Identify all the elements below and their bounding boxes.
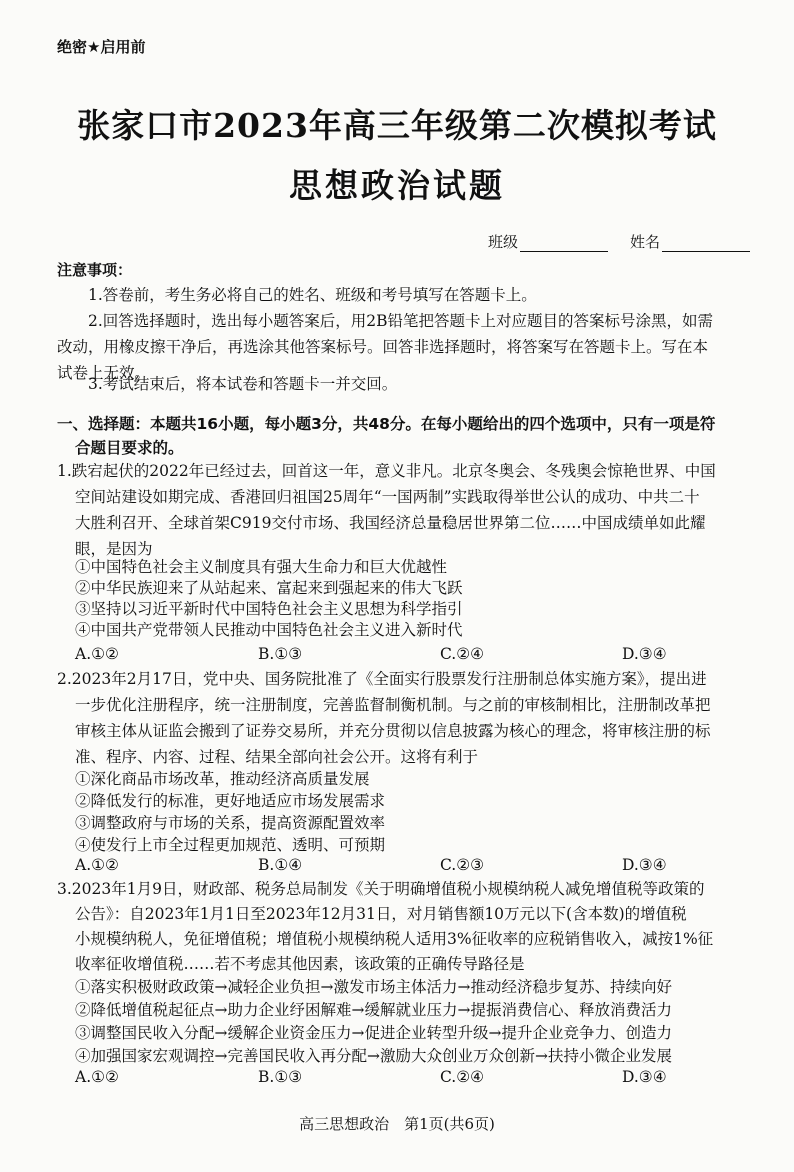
confidential-label: 绝密★启用前	[57, 38, 146, 56]
q2-item: ①深化商品市场改革，推动经济高质量发展	[75, 770, 370, 788]
q2-stem-line: 2.2023年2月17日，党中央、国务院批准了《全面实行股票发行注册制总体实施方案》，提出进	[57, 670, 707, 688]
q3-option-d: D.③④	[622, 1068, 667, 1086]
q2-option-d: D.③④	[622, 856, 667, 874]
q3-stem-line: 公告》：自2023年1月1日至2023年12月31日，对月销售额10万元以下(含本数)的增值税	[75, 905, 687, 923]
q1-option-d: D.③④	[622, 645, 667, 663]
q2-item: ④使发行上市全过程更加规范、透明、可预期	[75, 836, 386, 854]
note-line: 改动，用橡皮擦干净后，再选涂其他答案标号。回答非选择题时，将答案写在答题卡上。写在本	[57, 338, 709, 356]
q3-item: ②降低增值税起征点→助力企业纾困解难→缓解就业压力→提振消费信心、释放消费活力	[75, 1001, 672, 1019]
q2-stem-line: 准、程序、内容、过程、结果全部向社会公开。这将有利于	[75, 748, 479, 766]
q3-item: ③调整国民收入分配→缓解企业资金压力→促进企业转型升级→提升企业竞争力、创造力	[75, 1024, 672, 1042]
note-line: 1.答卷前，考生务必将自己的姓名、班级和考号填写在答题卡上。	[88, 286, 537, 304]
q1-item: ③坚持以习近平新时代中国特色社会主义思想为科学指引	[75, 600, 463, 618]
q1-option-b: B.①③	[258, 645, 303, 663]
q3-option-c: C.②④	[440, 1068, 485, 1086]
name-field	[630, 231, 750, 252]
section-heading-cont: 合题目要求的。	[75, 439, 184, 457]
q3-item: ①落实积极财政政策→减轻企业负担→激发市场主体活力→推动经济稳步复苏、持续向好	[75, 978, 672, 996]
q1-stem-line: 大胜利召开、全球首架C919交付市场、我国经济总量稳居世界第二位……中国成绩单如此耀	[75, 514, 706, 532]
q1-item: ②中华民族迎来了从站起来、富起来到强起来的伟大飞跃	[75, 579, 463, 597]
q1-stem-line: 空间站建设如期完成、香港回归祖国25周年“一国两制”实践取得举世公认的成功、中共二十	[75, 488, 700, 506]
q1-item: ④中国共产党带领人民推动中国特色社会主义进入新时代	[75, 621, 463, 639]
q3-option-a: A.①②	[75, 1068, 119, 1086]
class-label: 班级	[488, 233, 519, 251]
q1-stem-line: 1.跌宕起伏的2022年已经过去，回首这一年，意义非凡。北京冬奥会、冬残奥会惊艳世界、中国	[57, 462, 716, 480]
q3-stem-line: 收率征收增值税……若不考虑其他因素，该政策的正确传导路径是	[75, 955, 525, 973]
q3-item: ④加强国家宏观调控→完善国民收入再分配→激励大众创业万众创新→扶持小微企业发展	[75, 1047, 672, 1065]
note-line: 试卷上无效。	[57, 364, 151, 382]
notes-heading: 注意事项：	[57, 261, 133, 279]
q1-stem-line: 眼，是因为	[75, 540, 153, 558]
section-heading: 一、选择题：本题共16小题，每小题3分，共48分。在每小题给出的四个选项中，只有一项是符	[57, 415, 716, 433]
q2-option-a: A.①②	[75, 856, 119, 874]
exam-title: 张家口市2023年高三年级第二次模拟考试	[77, 106, 717, 145]
exam-subtitle: 思想政治试题	[289, 166, 505, 205]
name-blank	[662, 237, 750, 252]
q2-option-b: B.①④	[258, 856, 303, 874]
class-blank	[520, 237, 608, 252]
class-field	[488, 231, 608, 252]
q1-option-a: A.①②	[75, 645, 119, 663]
q3-stem-line: 3.2023年1月9日，财政部、税务总局制发《关于明确增值税小规模纳税人减免增值税等政策的	[57, 880, 705, 898]
note-line: 2.回答选择题时，选出每小题答案后，用2B铅笔把答题卡上对应题目的答案标号涂黑，如需	[88, 312, 714, 330]
q1-option-c: C.②④	[440, 645, 485, 663]
name-label: 姓名	[630, 233, 661, 251]
note-line: 3.考试结束后，将本试卷和答题卡一并交回。	[88, 375, 398, 393]
q1-item: ①中国特色社会主义制度具有强大生命力和巨大优越性	[75, 558, 448, 576]
q3-option-b: B.①③	[258, 1068, 303, 1086]
page-footer: 高三思想政治 第1页(共6页)	[299, 1115, 495, 1133]
q2-option-c: C.②③	[440, 856, 485, 874]
q2-stem-line: 一步优化注册程序，统一注册制度，完善监督制衡机制。与之前的审核制相比，注册制改革把	[75, 696, 711, 714]
q3-stem-line: 小规模纳税人，免征增值税；增值税小规模纳税人适用3%征收率的应税销售收入，减按1%征	[75, 930, 714, 948]
q2-item: ②降低发行的标准，更好地适应市场发展需求	[75, 792, 386, 810]
q2-stem-line: 审核主体从证监会搬到了证券交易所，并充分贯彻以信息披露为核心的理念，将审核注册的标	[75, 722, 711, 740]
q2-item: ③调整政府与市场的关系，提高资源配置效率	[75, 814, 386, 832]
